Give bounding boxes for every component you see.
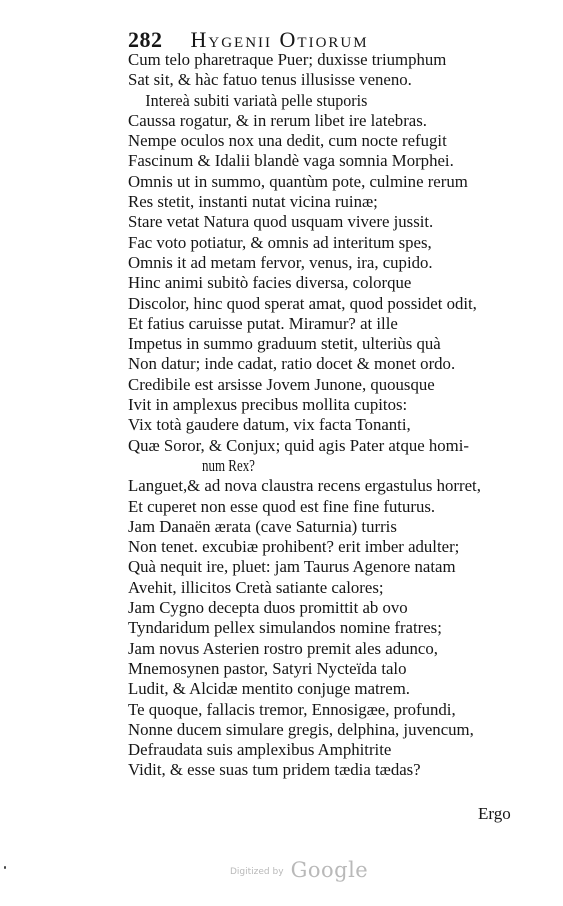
verse-body xyxy=(128,50,548,781)
running-title: Hygenii Otiorum xyxy=(190,27,369,52)
page-number: 282 xyxy=(128,27,163,52)
verse-line: Impetus in summo graduum stetit, ulteriùs quà xyxy=(128,334,441,354)
verse-line: Defraudata suis amplexibus Amphitrite xyxy=(128,740,392,760)
verse-line: Vix totà gaudere datum, vix facta Tonanti, xyxy=(128,415,411,435)
verse-line: Hinc animi subitò facies diversa, colorque xyxy=(128,273,412,293)
verse-line: Omnis ut in summo, quantùm pote, culmine rerum xyxy=(128,171,468,191)
verse-line: Tyndaridum pellex simulandos nomine fratres; xyxy=(128,618,442,638)
page-header xyxy=(128,28,369,52)
scan-speck xyxy=(4,866,6,869)
verse-line: Te quoque, fallacis tremor, Ennosigæe, profundi, xyxy=(128,699,456,719)
verse-line: num Rex? xyxy=(202,455,255,475)
verse-line: Jam novus Asterien rostro premit ales adunco, xyxy=(128,638,438,658)
verse-line: Et cuperet non esse quod est fine fine futurus. xyxy=(128,496,436,516)
verse-line: Languet,& ad nova claustra recens ergastulus horret, xyxy=(128,476,481,496)
verse-line: Omnis it ad metam fervor, venus, ira, cupido. xyxy=(128,252,433,272)
verse-line: Fac voto potiatur, & omnis ad interitum spes, xyxy=(128,232,432,252)
verse-line: Non tenet. excubiæ prohibent? erit imber adulter; xyxy=(128,537,460,557)
verse-line: Ivit in amplexus precibus mollita cupitos: xyxy=(128,395,408,415)
verse-line: Nempe oculos nox una dedit, cum nocte refugit xyxy=(128,131,447,151)
verse-line: Stare vetat Natura quod usquam vivere jussit. xyxy=(128,212,434,232)
verse-line: Cum telo pharetraque Puer; duxisse triumphum xyxy=(128,50,447,69)
verse-line: Non datur; inde cadat, ratio docet & monet ordo. xyxy=(128,354,456,374)
watermark-prefix: Digitized by xyxy=(230,867,284,877)
verse-line: Res stetit, instanti nutat vicina ruinæ; xyxy=(128,192,378,212)
verse-line: Jam Danaën ærata (cave Saturnia) turris xyxy=(128,516,397,536)
verse-line: Jam Cygno decepta duos promittit ab ovo xyxy=(128,598,408,618)
verse-line: Nonne ducem simulare gregis, delphina, juvencum, xyxy=(128,719,474,739)
verse-line: Intereà subiti variatà pelle stuporis xyxy=(145,90,368,110)
verse-line: Vidit, & esse suas tum pridem tædia tædas? xyxy=(128,760,421,780)
verse-line: Sat sit, & hàc fatuo tenus illusisse veneno. xyxy=(128,70,412,90)
verse-line: Fascinum & Idalii blandè vaga somnia Morphei. xyxy=(128,151,454,171)
verse-line: Discolor, hinc quod sperat amat, quod possidet odit, xyxy=(128,293,477,313)
verse-line: Credibile est arsisse Jovem Junone, quousque xyxy=(128,374,435,394)
verse-line: Caussa rogatur, & in rerum libet ire latebras. xyxy=(128,110,427,130)
digitized-watermark xyxy=(230,858,368,882)
verse-line: Quæ Soror, & Conjux; quid agis Pater atque homi- xyxy=(128,435,469,455)
verse-line: Ludit, & Alcidæ mentito conjuge matrem. xyxy=(128,679,410,699)
verse-line: Mnemosynen pastor, Satyri Nycteïda talo xyxy=(128,658,407,678)
verse-line: Et fatius caruisse putat. Miramur? at ille xyxy=(128,313,398,333)
watermark-brand: Google xyxy=(290,858,369,882)
catchword: Ergo xyxy=(478,804,511,823)
verse-line: Avehit, illicitos Cretà satiante calores; xyxy=(128,577,384,597)
verse-line: Quà nequit ire, pluet: jam Taurus Agenore natam xyxy=(128,557,456,577)
